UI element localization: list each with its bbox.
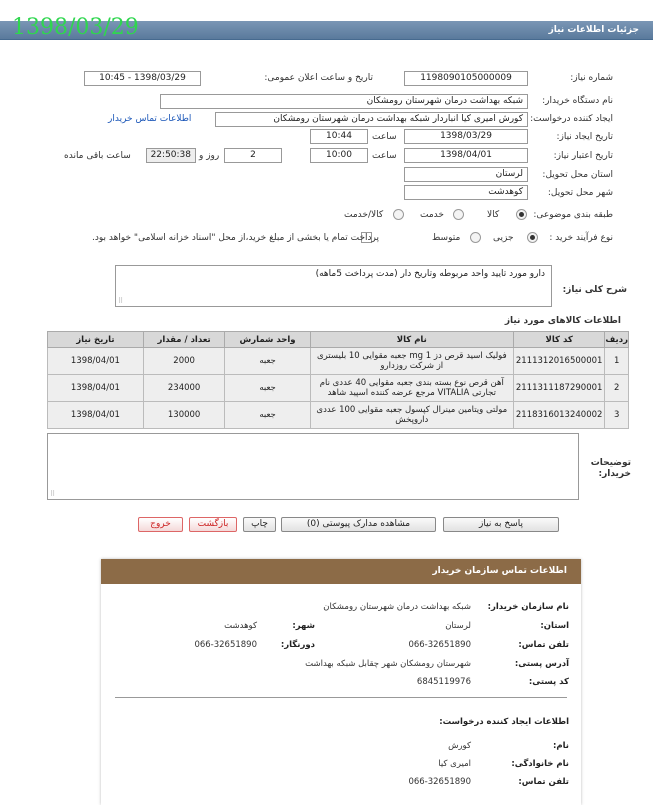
resize-grip-icon: ⠿ <box>118 297 124 305</box>
col-code: کد کالا <box>513 332 605 348</box>
view-documents-button[interactable]: مشاهده مدارک پیوستی (0) <box>281 517 436 532</box>
last-name-label: نام خانوادگی: <box>511 759 569 769</box>
cell-row: 2 <box>605 375 629 402</box>
requester-label: ایجاد کننده درخواست: <box>530 114 613 124</box>
address-value: شهرستان رومشکان شهر چقابل شبکه بهداشت <box>305 659 471 669</box>
fax-label: دورنگار: <box>280 640 315 650</box>
cell-date: 1398/04/01 <box>48 402 144 429</box>
buyer-org-label: نام دستگاه خریدار: <box>542 96 613 106</box>
cell-date: 1398/04/01 <box>48 375 144 402</box>
announce-field: 1398/03/29 - 10:45 <box>84 71 201 86</box>
card-divider <box>115 697 567 698</box>
days-label: روز و <box>199 151 220 161</box>
category-option-service: خدمت <box>420 210 444 220</box>
province-label: استان محل تحویل: <box>542 170 613 180</box>
buyer-org-field: شبکه بهداشت درمان شهرستان رومشکان <box>160 94 528 109</box>
remaining-time-field: 22:50:38 <box>146 148 196 163</box>
creator-phone-label: تلفن تماس: <box>518 777 569 787</box>
created-date-label: تاریخ ایجاد نیاز: <box>556 132 613 142</box>
contact-info-link[interactable]: اطلاعات تماس خریدار <box>108 114 192 124</box>
city-c-label: شهر: <box>292 621 315 631</box>
col-name: نام کالا <box>310 332 513 348</box>
buyer-notes-textarea <box>47 433 579 500</box>
city-field: کوهدشت <box>404 185 528 200</box>
province-c-label: استان: <box>540 621 569 631</box>
table-row <box>48 402 629 429</box>
last-name-value: امیری کیا <box>438 759 471 769</box>
first-name-label: نام: <box>552 741 569 751</box>
col-unit: واحد شمارش <box>225 332 310 348</box>
payment-note: پرداخت تمام یا بخشی از مبلغ خرید،از محل "اسناد خزانه اسلامی" خواهد بود. <box>92 233 380 243</box>
category-radio-goods[interactable] <box>516 209 527 220</box>
cell-code: 2111311187290001 <box>513 375 605 402</box>
process-radio-minor[interactable] <box>527 232 538 243</box>
resize-grip-icon: ⠿ <box>50 490 56 498</box>
cell-qty: 234000 <box>143 375 225 402</box>
items-table <box>47 331 629 429</box>
cell-code: 2111312016500001 <box>513 348 605 375</box>
province-c-value: لرستان <box>445 621 471 631</box>
remaining-label: ساعت باقی مانده <box>64 151 131 161</box>
description-textarea <box>115 265 552 307</box>
buyer-notes-label-text: توضیحات خریدار: <box>590 458 631 479</box>
cell-unit: جعبه <box>225 348 310 375</box>
page-title: جزئیات اطلاعات نیاز <box>548 25 639 35</box>
print-button[interactable]: چاپ <box>243 517 276 532</box>
contact-card-title: اطلاعات تماس سازمان خریدار <box>432 566 567 576</box>
cell-name: مولتی ویتامین مینرال کپسول جعبه مقوایی 100 عددی داروپخش <box>310 402 513 429</box>
cell-qty: 130000 <box>143 402 225 429</box>
requester-field: کورش امیری کیا انباردار شبکه بهداشت درمان شهرستان رومشکان <box>215 112 528 127</box>
cell-qty: 2000 <box>143 348 225 375</box>
need-number-label: شماره نیاز: <box>570 73 613 83</box>
created-date-field: 1398/03/29 <box>404 129 528 144</box>
postal-value: 6845119976 <box>416 677 471 687</box>
validity-time-label: ساعت <box>372 151 397 161</box>
org-value: شبکه بهداشت درمان شهرستان رومشکان <box>323 602 471 612</box>
creator-phone-value: 066-32651890 <box>408 777 471 787</box>
process-radio-medium[interactable] <box>470 232 481 243</box>
process-option-medium: متوسط <box>432 233 461 243</box>
buyer-notes-label <box>587 458 631 480</box>
back-button[interactable]: بازگشت <box>189 517 237 532</box>
description-label: شرح کلی نیاز: <box>562 285 627 295</box>
fax-value: 066-32651890 <box>194 640 257 650</box>
cell-name: فولیک اسید قرص دز 1 mg جعبه مقوایی 10 بلیستری از شرکت روزدارو <box>310 348 513 375</box>
validity-time-field: 10:00 <box>310 148 368 163</box>
col-date: تاریخ نیاز <box>48 332 144 348</box>
col-qty: تعداد / مقدار <box>143 332 225 348</box>
reply-button[interactable]: پاسخ به نیاز <box>443 517 559 532</box>
city-c-value: کوهدشت <box>224 621 257 631</box>
announce-label: تاریخ و ساعت اعلان عمومی: <box>264 73 373 83</box>
validity-date-field: 1398/04/01 <box>404 148 528 163</box>
table-row <box>48 348 629 375</box>
need-number-field: 1198090105000009 <box>404 71 528 86</box>
cell-unit: جعبه <box>225 375 310 402</box>
phone-label: تلفن تماس: <box>518 640 569 650</box>
validity-date-label: تاریخ اعتبار نیاز: <box>553 151 613 161</box>
province-field: لرستان <box>404 167 528 182</box>
cell-date: 1398/04/01 <box>48 348 144 375</box>
category-option-goods: کالا <box>487 210 500 220</box>
category-option-both: کالا/خدمت <box>344 210 384 220</box>
city-label: شهر محل تحویل: <box>547 188 613 198</box>
process-option-minor: جزیی <box>493 233 514 243</box>
table-row <box>48 375 629 402</box>
cell-row: 3 <box>605 402 629 429</box>
cell-name: آهن قرص نوع بسته بندی جعبه مقوایی 40 عددی نام تجارتی VITALIA مرجع عرضه کننده اسپید شاهد <box>310 375 513 402</box>
org-label: نام سازمان خریدار: <box>487 602 569 612</box>
first-name-value: کورش <box>448 741 471 751</box>
created-time-field: 10:44 <box>310 129 368 144</box>
category-label: طبقه بندی موضوعی: <box>533 210 613 220</box>
date-stamp: 1398/03/29 <box>12 15 139 40</box>
cell-code: 2118316013240002 <box>513 402 605 429</box>
process-label: نوع فرآیند خرید : <box>549 233 613 243</box>
postal-label: کد پستی: <box>528 677 569 687</box>
phone-value: 066-32651890 <box>408 640 471 650</box>
cell-unit: جعبه <box>225 402 310 429</box>
category-radio-both[interactable] <box>393 209 404 220</box>
creator-title: اطلاعات ایجاد کننده درخواست: <box>439 717 569 727</box>
items-title: اطلاعات کالاهای مورد نیاز <box>504 316 621 326</box>
description-text: دارو مورد تایید واحد مربوطه وتاریخ دار (مدت پرداخت 5ماهه) <box>315 269 545 279</box>
contact-card <box>101 559 581 805</box>
days-field: 2 <box>224 148 282 163</box>
created-time-label: ساعت <box>372 132 397 142</box>
category-radio-service[interactable] <box>453 209 464 220</box>
exit-button[interactable]: خروج <box>138 517 183 532</box>
address-label: آدرس پستی: <box>514 659 569 669</box>
col-row: ردیف <box>605 332 629 348</box>
page-header <box>0 0 653 40</box>
cell-row: 1 <box>605 348 629 375</box>
